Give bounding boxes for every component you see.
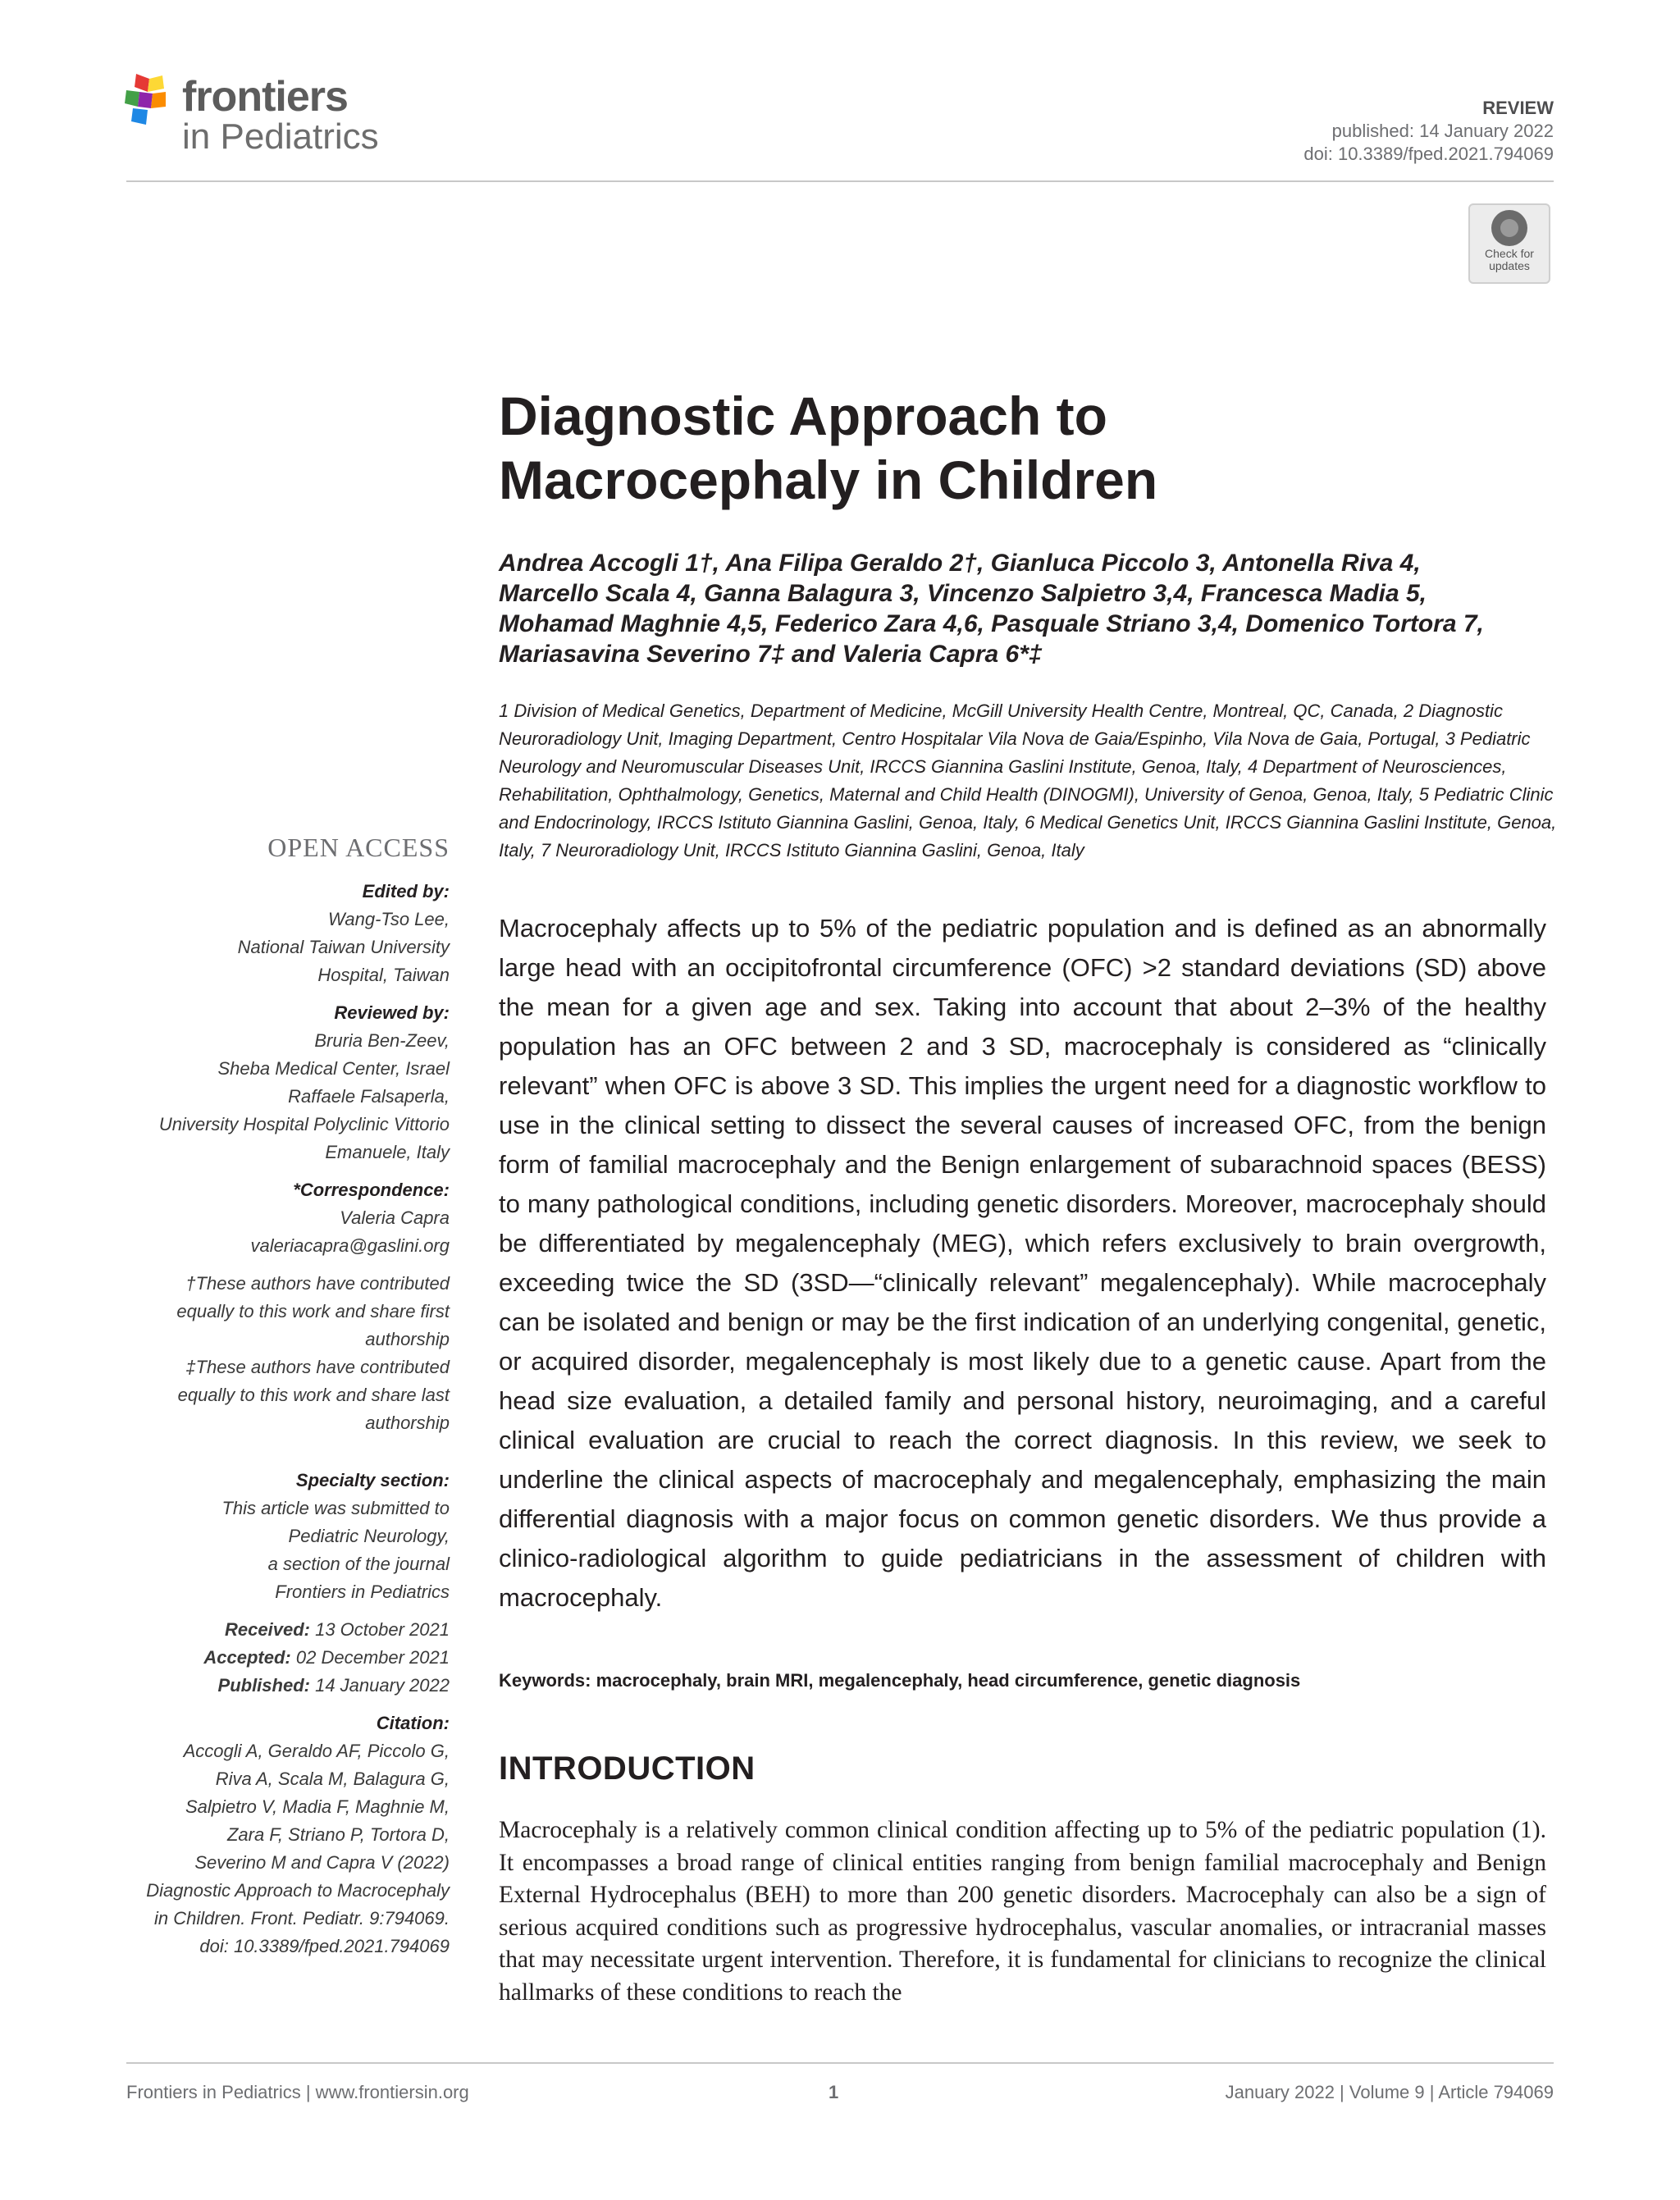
note-line: ‡These authors have contributed bbox=[185, 1357, 450, 1377]
article-type: REVIEW bbox=[1482, 98, 1554, 118]
affiliations: 1 Division of Medical Genetics, Department of Medicine, McGill University Health Centre, Montreal, QC, Canada, 2 Diagnostic Neuroradiology Unit, Imaging Department, Centro Hospitalar Vila Nova de Gaia/Espinho, Vila Nova de Gaia, Portugal, 3 Pediatric Neurology and Neuromuscular Diseases Unit, IRCCS Giannina Gaslini Institute, Genoa, Italy, 4 Department of Neurosciences, Rehabilitation, Ophthalmology, Genetics, Maternal and Child Health (DINOGMI), University of Genoa, Genoa, Italy, 5 Pediatric Clinic and Endocrinology, IRCCS Istituto Giannina Gaslini, Genoa, Italy, 6 Medical Genetics Unit, IRCCS Giannina Gaslini Institute, Genoa, Italy, 7 Neuroradiology Unit, IRCCS Istituto Giannina Gaslini, Genoa, Italy bbox=[499, 701, 1557, 860]
citation-section bbox=[123, 1709, 450, 1960]
correspondent-name: Valeria Capra bbox=[340, 1207, 450, 1228]
specialty-heading: Specialty section: bbox=[295, 1470, 450, 1490]
article-doi[interactable]: doi: 10.3389/fped.2021.794069 bbox=[1303, 144, 1554, 164]
note-line: authorship bbox=[365, 1329, 450, 1349]
accepted-date bbox=[123, 1644, 450, 1672]
title-line-1: Diagnostic Approach to bbox=[499, 386, 1107, 446]
reviewer-line: Raffaele Falsaperla, bbox=[288, 1086, 450, 1107]
open-access-label: OPEN ACCESS bbox=[267, 833, 450, 862]
published-heading: Published: bbox=[217, 1675, 310, 1696]
article-meta bbox=[1303, 97, 1554, 166]
received-heading: Received: bbox=[225, 1619, 310, 1640]
reviewer-line: Sheba Medical Center, Israel bbox=[217, 1058, 450, 1079]
accepted-heading: Accepted: bbox=[203, 1647, 291, 1668]
citation-line: Riva A, Scala M, Balagura G, bbox=[215, 1769, 450, 1789]
footer-issue: January 2022 | Volume 9 | Article 794069 bbox=[1225, 2082, 1554, 2102]
reviewer-line: Bruria Ben-Zeev, bbox=[314, 1030, 450, 1051]
authors-line: Marcello Scala 4, Ganna Balagura 3, Vincenzo Salpietro 3,4, Francesca Madia 5, bbox=[499, 580, 1427, 607]
citation-line: Zara F, Striano P, Tortora D, bbox=[226, 1824, 450, 1845]
frontiers-logo-icon bbox=[125, 74, 174, 133]
correspondence-section bbox=[123, 1176, 450, 1260]
published-date: published: 14 January 2022 bbox=[1331, 121, 1554, 141]
published-value: 14 January 2022 bbox=[315, 1675, 450, 1696]
citation-line: Salpietro V, Madia F, Maghnie M, bbox=[185, 1796, 450, 1817]
reviewed-by-section bbox=[123, 999, 450, 1166]
citation-line[interactable]: doi: 10.3389/fped.2021.794069 bbox=[199, 1936, 450, 1956]
specialty-line: Pediatric Neurology, bbox=[288, 1526, 450, 1546]
logo-wordmark: frontiers bbox=[182, 73, 348, 121]
reviewed-by-heading: Reviewed by: bbox=[334, 1002, 450, 1023]
note-line: equally to this work and share first bbox=[176, 1301, 450, 1321]
author-list bbox=[499, 548, 1557, 669]
authors-line: Mohamad Maghnie 4,5, Federico Zara 4,6, Pasquale Striano 3,4, Domenico Tortora 7, bbox=[499, 610, 1484, 637]
citation-line: in Children. Front. Pediatr. 9:794069. bbox=[154, 1908, 450, 1928]
received-date bbox=[123, 1616, 450, 1644]
note-line: authorship bbox=[365, 1413, 450, 1433]
title-line-2: Macrocephaly in Children bbox=[499, 450, 1158, 510]
received-value: 13 October 2021 bbox=[315, 1619, 450, 1640]
published-date-sidebar bbox=[123, 1672, 450, 1700]
section-heading: INTRODUCTION bbox=[499, 1750, 756, 1787]
citation-line: Severino M and Capra V (2022) bbox=[194, 1852, 450, 1873]
article-title bbox=[499, 384, 1483, 512]
specialty-line: Frontiers in Pediatrics bbox=[275, 1582, 450, 1602]
editor-line: National Taiwan University bbox=[237, 937, 450, 957]
authors-line: Mariasavina Severino 7‡ and Valeria Capra 6*‡ bbox=[499, 641, 1043, 668]
correspondent-email[interactable]: valeriacapra@gaslini.org bbox=[250, 1235, 450, 1256]
citation-line: Diagnostic Approach to Macrocephaly bbox=[146, 1880, 450, 1901]
citation-heading: Citation: bbox=[376, 1713, 450, 1733]
check-for-updates-badge[interactable] bbox=[1468, 203, 1550, 284]
note-line: †These authors have contributed bbox=[185, 1273, 450, 1294]
footer-divider bbox=[126, 2062, 1554, 2064]
footer-journal[interactable]: Frontiers in Pediatrics | www.frontiersin.org bbox=[126, 2082, 469, 2102]
specialty-line: This article was submitted to bbox=[221, 1498, 450, 1518]
contribution-notes bbox=[123, 1270, 450, 1437]
accepted-value: 02 December 2021 bbox=[295, 1647, 450, 1668]
page-number: 1 bbox=[829, 2082, 839, 2102]
correspondence-heading: *Correspondence: bbox=[293, 1180, 450, 1200]
specialty-line: a section of the journal bbox=[267, 1554, 450, 1574]
note-line: equally to this work and share last bbox=[177, 1385, 450, 1405]
specialty-section bbox=[123, 1467, 450, 1606]
editor-line: Hospital, Taiwan bbox=[317, 965, 450, 985]
header-divider bbox=[126, 180, 1554, 182]
article-sidebar bbox=[123, 833, 450, 1970]
journal-logo bbox=[125, 71, 420, 169]
introduction-text: Macrocephaly is a relatively common clinical condition affecting up to 5% of the pediatric population (1). It encompasses a broad range of clinical entities ranging from benign familial macrocephaly and Benign External Hydrocephalus (BEH) to more than 200 genetic disorders. Macrocephaly can also be a sign of serious acquired conditions such as progressive hydrocephalus, vascular anomalies, or intracranial masses that may necessitate urgent intervention. Therefore, it is fundamental for clinicians to recognize the clinical hallmarks of these conditions to reach the bbox=[499, 1817, 1546, 2006]
keywords: Keywords: macrocephaly, brain MRI, megalencephaly, head circumference, genetic diagnosis bbox=[499, 1670, 1301, 1691]
dates-section bbox=[123, 1616, 450, 1700]
authors-line: Andrea Accogli 1†, Ana Filipa Geraldo 2†, Gianluca Piccolo 3, Antonella Riva 4, bbox=[499, 550, 1421, 577]
editor-line: Wang-Tso Lee, bbox=[328, 909, 450, 929]
reviewer-line: Emanuele, Italy bbox=[325, 1142, 450, 1162]
abstract: Macrocephaly affects up to 5% of the pediatric population and is defined as an abnormally large head with an occipitofrontal circumference (OFC) >2 standard deviations (SD) above the mean for a given age and sex. Taking into account that about 2–3% of the healthy population has an OFC between 2 and 3 SD, macrocephaly is considered as “clinically relevant” when OFC is above 3 SD. This implies the urgent need for a diagnostic workflow to use in the clinical setting to dissect the several causes of increased OFC, from the benign form of familial macrocephaly and the Benign enlargement of subarachnoid spaces (BESS) to many pathological conditions, including genetic disorders. Moreover, macrocephaly should be differentiated by megalencephaly (MEG), which refers exclusively to brain overgrowth, exceeding twice the SD (3SD—“clinically relevant” megalencephaly). While macrocephaly can be isolated and benign or may be the first indication of an underlying congenital, genetic, or acquired disorder, megalencephaly is most likely due to a genetic cause. Apart from the head size evaluation, a detailed family and personal history, neuroimaging, and a careful clinical evaluation are crucial to reach the correct diagnosis. In this review, we seek to underline the clinical aspects of macrocephaly and megalencephaly, emphasizing the main differential diagnosis with a major focus on common genetic disorders. We thus provide a clinico-radiological algorithm to guide pediatricians in the assessment of children with macrocephaly. bbox=[499, 914, 1546, 1612]
citation-line: Accogli A, Geraldo AF, Piccolo G, bbox=[183, 1741, 450, 1761]
check-updates-label: Check for updates bbox=[1485, 247, 1534, 272]
crossmark-icon bbox=[1491, 210, 1527, 246]
logo-journal-name: in Pediatrics bbox=[182, 116, 379, 157]
edited-by-heading: Edited by: bbox=[362, 881, 450, 901]
edited-by-section bbox=[123, 878, 450, 989]
reviewer-line: University Hospital Polyclinic Vittorio bbox=[158, 1114, 450, 1134]
